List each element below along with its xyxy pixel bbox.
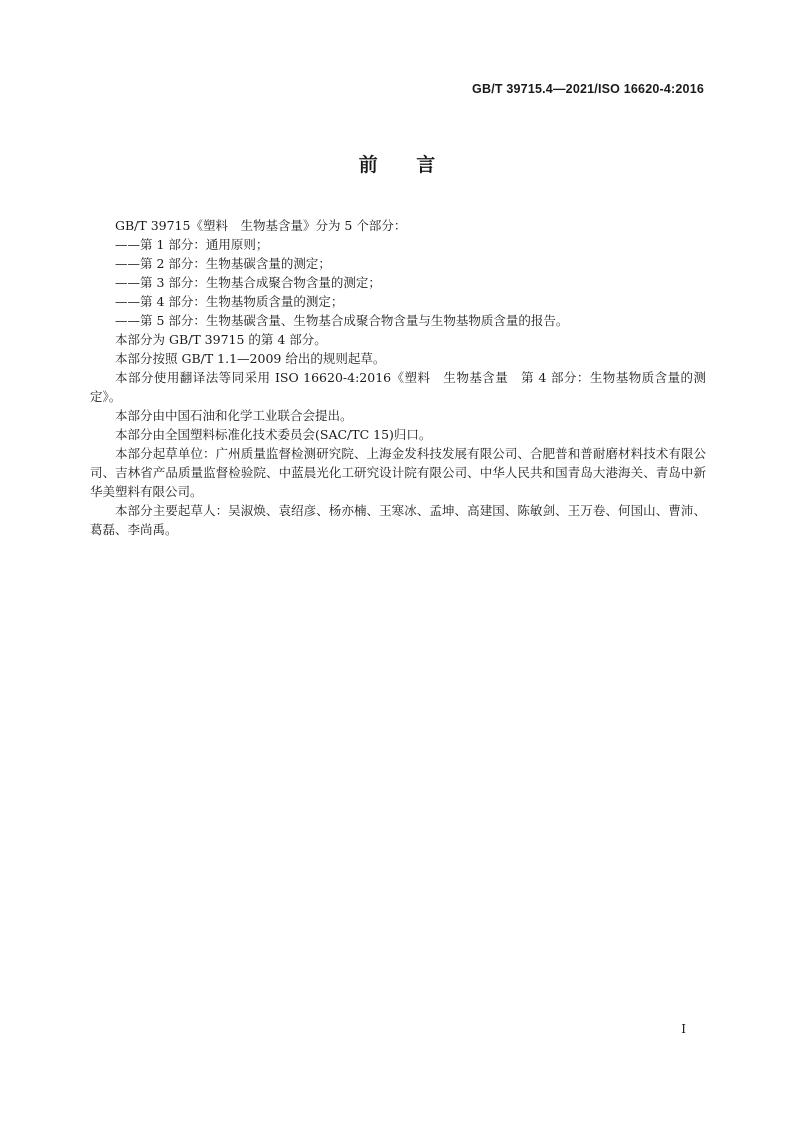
list-item-part-1: ——第 1 部分：通用原则； bbox=[115, 237, 269, 252]
paragraph-committee: 本部分由全国塑料标准化技术委员会(SAC/TC 15)归口。 bbox=[115, 427, 432, 442]
paragraph-proposer: 本部分由中国石油和化学工业联合会提出。 bbox=[115, 408, 353, 423]
standard-code-header: GB/T 39715.4—2021/ISO 16620-4:2016 bbox=[472, 82, 704, 96]
list-item-part-5: ——第 5 部分：生物基碳含量、生物基合成聚合物含量与生物基物质含量的报告。 bbox=[115, 313, 569, 328]
paragraph-drafting-units: 本部分起草单位：广州质量监督检测研究院、上海金发科技发展有限公司、合肥普和普耐磨材料技术有限公司、吉林省产品质量监督检验院、中蓝晨光化工研究设计院有限公司、中华人民共和国青岛大港海关、青岛中新华美塑料有限公司。 bbox=[90, 446, 706, 499]
paragraph-drafting-rules: 本部分按照 GB/T 1.1—2009 给出的规则起草。 bbox=[115, 351, 386, 366]
page-title: 前 言 bbox=[358, 154, 436, 176]
paragraph-parts-intro: GB/T 39715《塑料 生物基含量》分为 5 个部分： bbox=[115, 218, 407, 233]
foreword-body bbox=[90, 216, 706, 539]
paragraph-part-statement: 本部分为 GB/T 39715 的第 4 部分。 bbox=[115, 332, 327, 347]
paragraph-adoption: 本部分使用翻译法等同采用 ISO 16620-4:2016《塑料 生物基含量 第 4 部分：生物基物质含量的测定》。 bbox=[90, 370, 706, 404]
page-number: I bbox=[681, 1022, 686, 1036]
paragraph-drafters: 本部分主要起草人：吴淑焕、袁绍彦、杨亦楠、王寒冰、孟坤、高建国、陈敏剑、王万卷、何国山、曹沛、葛磊、李尚禹。 bbox=[90, 503, 706, 537]
list-item-part-3: ——第 3 部分：生物基合成聚合物含量的测定； bbox=[115, 275, 381, 290]
list-item-part-4: ——第 4 部分：生物基物质含量的测定； bbox=[115, 294, 344, 309]
list-item-part-2: ——第 2 部分：生物基碳含量的测定； bbox=[115, 256, 331, 271]
